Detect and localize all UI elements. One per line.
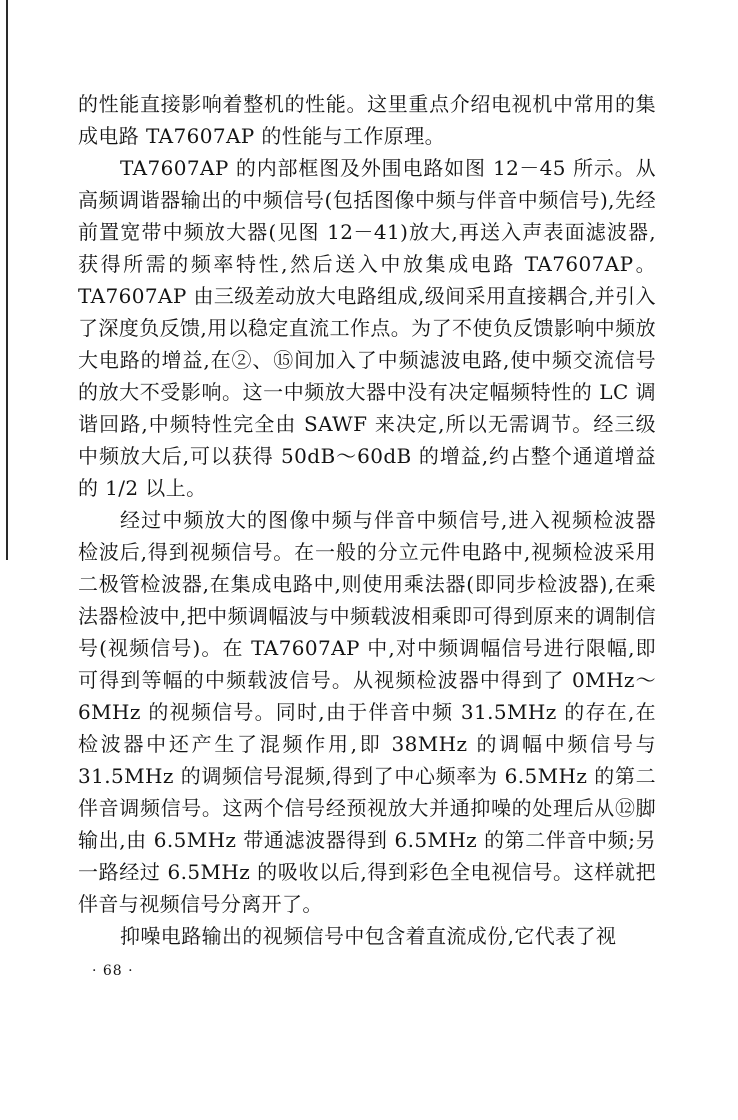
paragraph-noise-suppression: 抑噪电路输出的视频信号中包含着直流成份,它代表了视	[120, 924, 617, 948]
binding-edge-line	[6, 0, 8, 560]
paragraph-video-detection: 经过中频放大的图像中频与伴音中频信号,进入视频检波器检波后,得到视频信号。在一般的分立元件电路中,视频检波采用二极管检波器,在集成电路中,则使用乘法器(即同步检波器),在乘法器检波中,把中频调幅波与中频载波相乘即可得到原来的调制信号(视频信号)。在 TA7607AP 中,对中频调幅信号进行限幅,即可得到等幅的中频载波信号。从视频检波器中得到了 0MHz～6MHz 的视频信号。同时,由于伴音中频 31.5MHz 的存在,在检波器中还产生了混频作用,即 38MHz 的调幅中频信号与 31.5MHz 的调频信号混频,得到了中心频率为 6.5MHz 的第二伴音调频信号。这两个信号经预视放大并通抑噪的处理后从⑫脚输出,由 6.5MHz 带通滤波器得到 6.5MHz 的第二伴音中频;另一路经过 6.5MHz 的吸收以后,得到彩色全电视信号。这样就把伴音与视频信号分离开了。	[78, 508, 656, 916]
paragraph-continuation: 的性能直接影响着整机的性能。这里重点介绍电视机中常用的集成电路 TA7607AP 的性能与工作原理。	[78, 92, 656, 148]
page-body	[78, 88, 656, 952]
page-number: · 68 ·	[92, 963, 134, 979]
paragraph-ta7607ap-overview: TA7607AP 的内部框图及外围电路如图 12－45 所示。从高频调谐器输出的中频信号(包括图像中频与伴音中频信号),先经前置宽带中频放大器(见图 12－41)放大,再送入声表面滤波器,获得所需的频率特性,然后送入中放集成电路 TA7607AP。TA7607AP 由三级差动放大电路组成,级间采用直接耦合,并引入了深度负反馈,用以稳定直流工作点。为了不使负反馈影响中频放大电路的增益,在②、⑮间加入了中频滤波电路,使中频交流信号的放大不受影响。这一中频放大器中没有决定幅频特性的 LC 调谐回路,中频特性完全由 SAWF 来决定,所以无需调节。经三级中频放大后,可以获得 50dB～60dB 的增益,约占整个通道增益的 1/2 以上。	[78, 156, 656, 500]
